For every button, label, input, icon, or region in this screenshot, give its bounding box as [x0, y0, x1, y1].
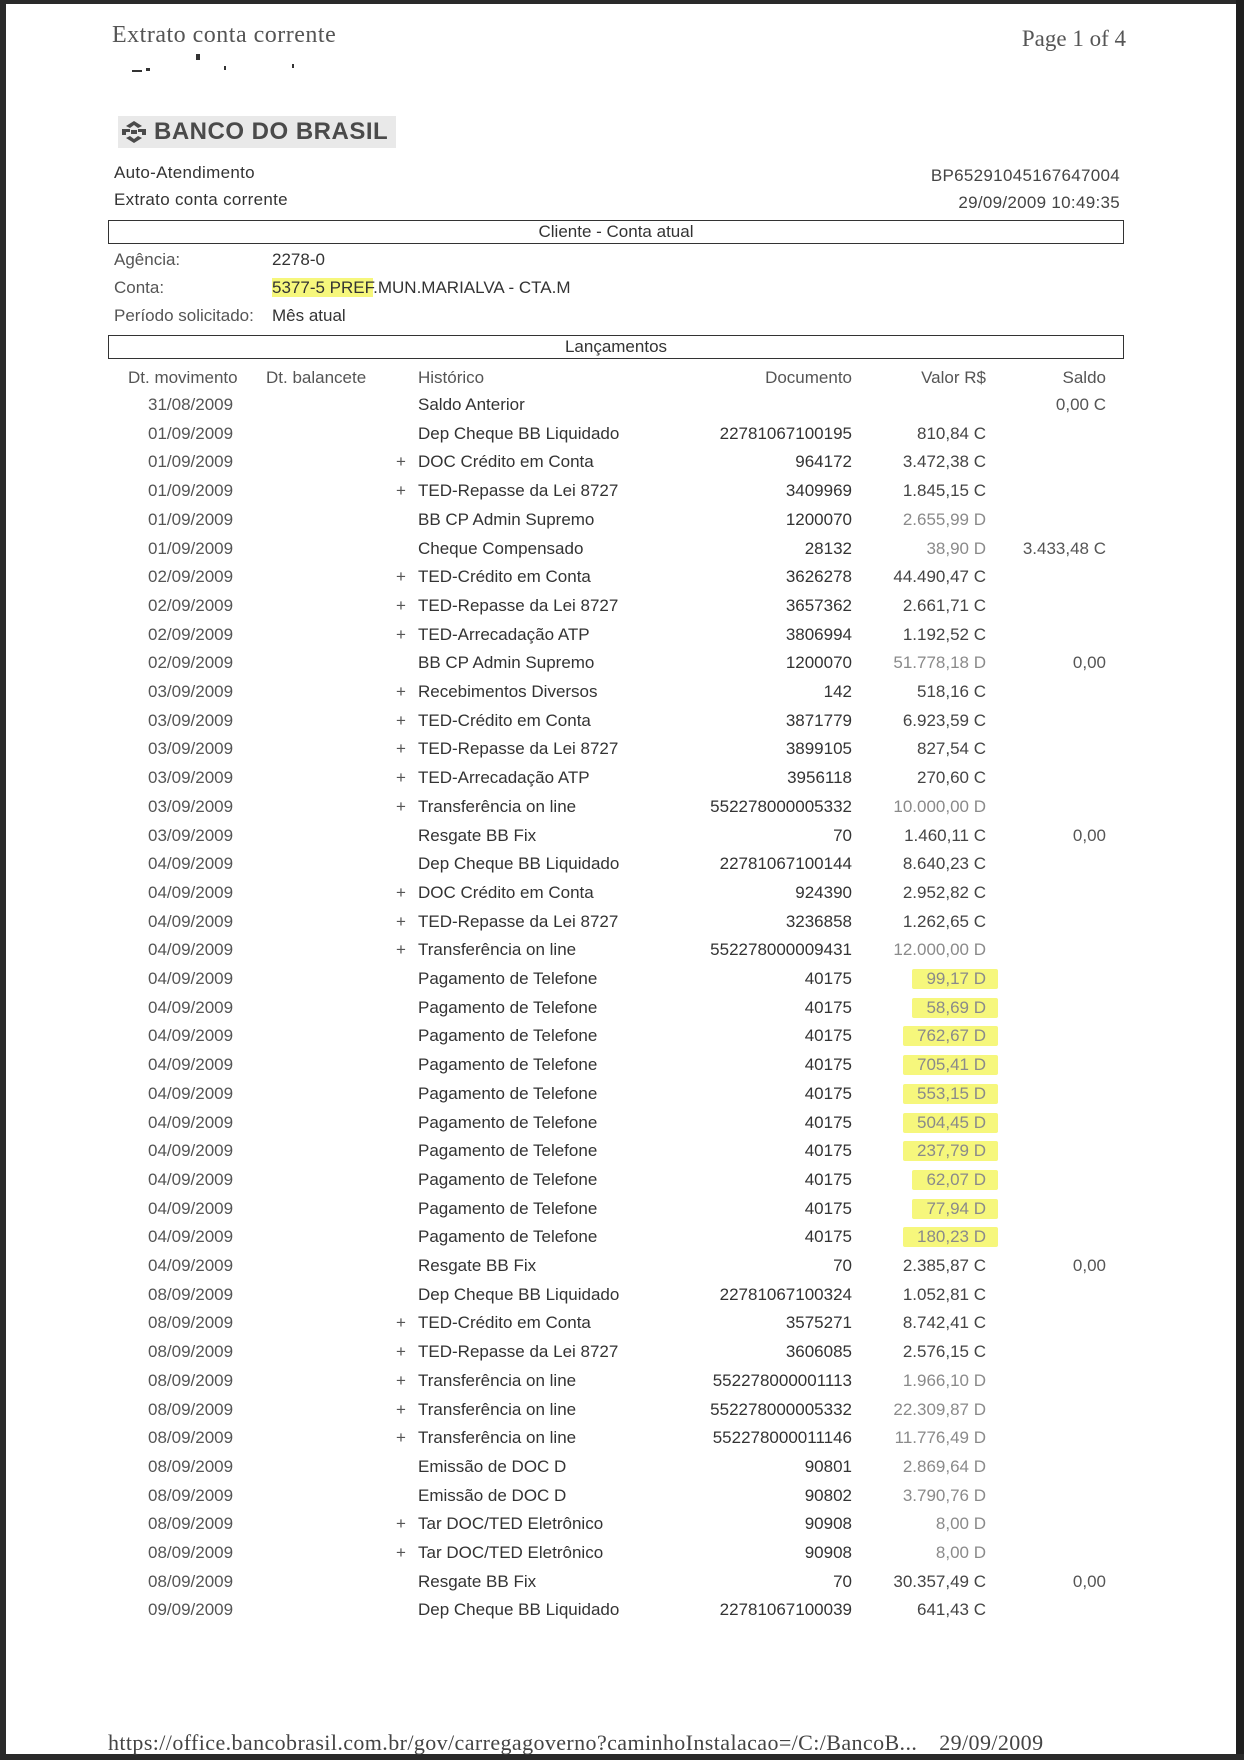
cell-dt-movimento: 04/09/2009: [148, 1083, 234, 1103]
cell-documento: 40175: [804, 1169, 852, 1189]
cell-historico: DOC Crédito em Conta: [418, 882, 594, 902]
cell-dt-movimento: 01/09/2009: [148, 423, 234, 443]
cell-valor: 1.845,15 C: [902, 481, 986, 501]
cell-documento: 964172: [795, 452, 852, 472]
cell-historico: Transferência on line: [418, 796, 577, 816]
table-row: [0, 596, 1244, 624]
cell-historico: TED-Repasse da Lei 8727: [418, 1342, 619, 1362]
conta-highlight: 5377-5 PREF: [272, 278, 374, 297]
lancamentos-section-bar: Lançamentos: [108, 335, 1124, 359]
cell-dt-movimento: 03/09/2009: [148, 739, 234, 759]
cell-valor: 827,54 C: [917, 739, 986, 759]
table-row: [0, 1026, 1244, 1054]
col-valor: Valor R$: [921, 368, 986, 387]
cell-historico: TED-Repasse da Lei 8727: [418, 481, 619, 501]
cell-historico: Pagamento de Telefone: [418, 1141, 598, 1161]
cell-plus-marker: +: [396, 911, 406, 931]
cell-dt-movimento: 04/09/2009: [148, 1141, 234, 1161]
cell-dt-movimento: 02/09/2009: [148, 567, 234, 587]
cell-documento: 552278000011146: [712, 1428, 852, 1448]
cell-documento: 90908: [804, 1543, 852, 1562]
conta-rest: .MUN.MARIALVA - CTA.M: [373, 278, 571, 297]
cell-documento: 40175: [804, 1198, 852, 1218]
cell-valor: 705,41 D: [903, 1055, 998, 1075]
cell-valor: 44.490,47 C: [893, 567, 986, 587]
cell-valor: 51.778,18 D: [893, 653, 986, 673]
cell-dt-movimento: 01/09/2009: [148, 509, 234, 529]
cell-valor: 180,23 D: [903, 1227, 998, 1247]
cell-documento: 3899105: [785, 739, 852, 759]
cell-documento: 90908: [804, 1514, 852, 1534]
cell-historico: Dep Cheque BB Liquidado: [418, 423, 620, 443]
cell-documento: 1200070: [785, 653, 852, 673]
cell-dt-movimento: 04/09/2009: [148, 911, 234, 931]
cell-valor: 1.052,81 C: [902, 1284, 986, 1304]
cell-documento: 22781067100039: [719, 1600, 852, 1620]
table-row: [0, 653, 1244, 681]
cell-documento: 552278000005332: [710, 1399, 852, 1419]
cell-plus-marker: +: [396, 1342, 406, 1362]
cell-documento: 22781067100144: [719, 854, 852, 874]
cell-historico: TED-Crédito em Conta: [418, 710, 591, 730]
cell-dt-movimento: 03/09/2009: [148, 768, 234, 788]
cell-dt-movimento: 31/08/2009: [148, 395, 234, 414]
col-documento: Documento: [765, 368, 852, 387]
cell-dt-movimento: 04/09/2009: [148, 1169, 234, 1189]
cell-dt-movimento: 08/09/2009: [148, 1284, 234, 1304]
print-footer: [108, 1730, 1043, 1756]
cell-historico: Cheque Compensado: [418, 538, 584, 558]
cell-documento: 40175: [804, 1227, 852, 1247]
cell-historico: TED-Repasse da Lei 8727: [418, 595, 619, 615]
service-label: Auto-Atendimento: [114, 163, 255, 182]
table-row: [0, 768, 1244, 796]
client-section-bar: Cliente - Conta atual: [108, 220, 1124, 244]
cell-valor: 11.776,49 D: [894, 1428, 986, 1448]
cell-plus-marker: +: [396, 595, 406, 615]
cell-documento: 3657362: [785, 595, 852, 615]
cell-documento: 28132: [804, 538, 852, 558]
col-dt-movimento: Dt. movimento: [128, 368, 238, 387]
cell-documento: 40175: [804, 1026, 852, 1046]
table-row: [0, 395, 1244, 423]
cell-dt-movimento: 01/09/2009: [148, 538, 234, 558]
table-row: [0, 1543, 1244, 1571]
cell-dt-movimento: 04/09/2009: [148, 1026, 234, 1046]
table-row: [0, 711, 1244, 739]
cell-valor: 8,00 D: [935, 1514, 986, 1534]
cell-dt-movimento: 04/09/2009: [148, 1198, 234, 1218]
cell-saldo: 0,00: [1072, 825, 1106, 845]
cell-valor: 2.385,87 C: [902, 1256, 986, 1275]
table-row: [0, 1227, 1244, 1255]
cell-valor: 58,69 D: [912, 998, 998, 1018]
periodo-value: Mês atual: [272, 306, 346, 325]
cell-dt-movimento: 08/09/2009: [148, 1514, 234, 1534]
cell-documento: 22781067100324: [719, 1284, 852, 1304]
cell-valor: 22.309,87 D: [893, 1399, 986, 1419]
cell-dt-movimento: 08/09/2009: [148, 1342, 234, 1362]
cell-valor: 10.000,00 D: [893, 796, 986, 816]
table-row: [0, 912, 1244, 940]
cell-valor: 62,07 D: [912, 1170, 998, 1190]
cell-dt-movimento: 03/09/2009: [148, 682, 234, 701]
table-row: [0, 797, 1244, 825]
table-row: [0, 510, 1244, 538]
table-row: [0, 1400, 1244, 1428]
cell-documento: 70: [833, 1256, 852, 1275]
statement-label: Extrato conta corrente: [114, 190, 288, 209]
cell-historico: Dep Cheque BB Liquidado: [418, 854, 620, 874]
cell-plus-marker: +: [396, 682, 406, 701]
cell-valor: 270,60 C: [917, 768, 986, 788]
cell-valor: 38,90 D: [926, 538, 986, 558]
conta-label: Conta:: [114, 278, 165, 297]
cell-valor: 641,43 C: [917, 1600, 986, 1620]
cell-historico: TED-Arrecadação ATP: [418, 768, 590, 788]
cell-documento: 1200070: [785, 509, 852, 529]
bb-logo-icon: [120, 120, 148, 144]
cell-historico: Transferência on line: [418, 1428, 577, 1448]
cell-historico: Pagamento de Telefone: [418, 1055, 598, 1075]
cell-documento: 40175: [804, 1055, 852, 1075]
table-row: [0, 1113, 1244, 1141]
cell-dt-movimento: 03/09/2009: [148, 710, 234, 730]
cell-historico: Emissão de DOC D: [418, 1485, 567, 1505]
cell-historico: Resgate BB Fix: [418, 825, 537, 845]
cell-valor: 8,00 D: [935, 1543, 986, 1562]
cell-historico: TED-Repasse da Lei 8727: [418, 911, 619, 931]
document-title: Extrato conta corrente: [112, 22, 337, 48]
cell-valor: 504,45 D: [903, 1113, 998, 1133]
cell-historico: Emissão de DOC D: [418, 1456, 567, 1476]
cell-dt-movimento: 08/09/2009: [148, 1543, 234, 1562]
cell-historico: DOC Crédito em Conta: [418, 452, 594, 472]
cell-valor: 1.966,10 D: [902, 1370, 986, 1390]
cell-valor: 3.790,76 D: [902, 1485, 986, 1505]
cell-documento: 40175: [804, 1083, 852, 1103]
cell-dt-movimento: 02/09/2009: [148, 595, 234, 615]
cell-documento: 924390: [795, 882, 852, 902]
cell-valor: 12.000,00 D: [893, 940, 986, 960]
table-row: [0, 1514, 1244, 1542]
table-row: [0, 1600, 1244, 1628]
table-row: [0, 481, 1244, 509]
col-saldo: Saldo: [1062, 368, 1106, 387]
cell-dt-movimento: 01/09/2009: [148, 452, 234, 472]
agencia-value: 2278-0: [272, 250, 325, 269]
cell-saldo: 0,00 C: [1055, 395, 1106, 414]
cell-historico: Pagamento de Telefone: [418, 1083, 598, 1103]
cell-historico: BB CP Admin Supremo: [418, 653, 595, 673]
cell-documento: 3806994: [785, 624, 852, 644]
cell-historico: TED-Arrecadação ATP: [418, 624, 590, 644]
cell-documento: 90801: [804, 1456, 852, 1476]
bank-logo: [118, 116, 396, 148]
cell-historico: TED-Repasse da Lei 8727: [418, 739, 619, 759]
cell-historico: Tar DOC/TED Eletrônico: [418, 1543, 604, 1562]
cell-dt-movimento: 02/09/2009: [148, 653, 234, 673]
cell-historico: Saldo Anterior: [418, 395, 525, 414]
cell-valor: 2.869,64 D: [902, 1456, 986, 1476]
cell-plus-marker: +: [396, 1543, 406, 1562]
cell-valor: 30.357,49 C: [893, 1571, 986, 1591]
scan-border-top: [0, 0, 1244, 4]
cell-documento: 40175: [804, 1141, 852, 1161]
reference-code: BP65291045167647004: [930, 166, 1120, 185]
table-row: [0, 883, 1244, 911]
issue-datetime: 29/09/2009 10:49:35: [958, 193, 1120, 212]
table-row: [0, 567, 1244, 595]
scan-specks: [128, 50, 308, 80]
cell-dt-movimento: 02/09/2009: [148, 624, 234, 644]
cell-historico: TED-Crédito em Conta: [418, 567, 591, 587]
cell-documento: 552278000005332: [710, 796, 852, 816]
cell-plus-marker: +: [396, 882, 406, 902]
cell-dt-movimento: 01/09/2009: [148, 481, 234, 501]
table-row: [0, 1572, 1244, 1600]
cell-dt-movimento: 09/09/2009: [148, 1600, 234, 1620]
cell-historico: Pagamento de Telefone: [418, 1169, 598, 1189]
cell-dt-movimento: 04/09/2009: [148, 1256, 234, 1275]
cell-documento: 3409969: [785, 481, 852, 501]
cell-dt-movimento: 08/09/2009: [148, 1313, 234, 1333]
cell-historico: Tar DOC/TED Eletrônico: [418, 1514, 604, 1534]
cell-documento: 40175: [804, 969, 852, 988]
table-row: [0, 1285, 1244, 1313]
page-indicator: Page 1 of 4: [1021, 26, 1126, 51]
table-row: [0, 539, 1244, 567]
cell-documento: 70: [833, 825, 852, 845]
cell-historico: Transferência on line: [418, 1399, 577, 1419]
table-row: [0, 1313, 1244, 1341]
table-row: [0, 1457, 1244, 1485]
col-historico: Histórico: [418, 368, 485, 387]
cell-dt-movimento: 04/09/2009: [148, 997, 234, 1017]
table-row: [0, 739, 1244, 767]
cell-documento: 40175: [804, 1112, 852, 1132]
table-row: [0, 854, 1244, 882]
table-row: [0, 1256, 1244, 1284]
table-row: [0, 998, 1244, 1026]
cell-historico: BB CP Admin Supremo: [418, 509, 595, 529]
cell-valor: 99,17 D: [912, 969, 998, 989]
cell-valor: 518,16 C: [917, 682, 986, 701]
table-row: [0, 682, 1244, 710]
table-row: [0, 1141, 1244, 1169]
cell-valor: 2.576,15 C: [902, 1342, 986, 1362]
cell-saldo: 3.433,48 C: [1022, 538, 1106, 558]
cell-valor: 553,15 D: [903, 1084, 998, 1104]
table-row: [0, 969, 1244, 997]
cell-historico: Pagamento de Telefone: [418, 1026, 598, 1046]
cell-valor: 6.923,59 C: [902, 710, 986, 730]
cell-historico: Resgate BB Fix: [418, 1256, 537, 1275]
table-row: [0, 1055, 1244, 1083]
cell-plus-marker: +: [396, 768, 406, 788]
cell-historico: Dep Cheque BB Liquidado: [418, 1600, 620, 1620]
footer-url: https://office.bancobrasil.com.br/gov/carregagoverno?caminhoInstalacao=/C:/BancoB...: [108, 1730, 918, 1755]
cell-plus-marker: +: [396, 940, 406, 960]
cell-dt-movimento: 04/09/2009: [148, 1112, 234, 1132]
cell-historico: Transferência on line: [418, 940, 577, 960]
cell-dt-movimento: 08/09/2009: [148, 1571, 234, 1591]
cell-documento: 552278000009431: [710, 940, 852, 960]
cell-plus-marker: +: [396, 567, 406, 587]
cell-plus-marker: +: [396, 624, 406, 644]
cell-documento: 3606085: [785, 1342, 852, 1362]
cell-historico: Pagamento de Telefone: [418, 1112, 598, 1132]
table-row: [0, 940, 1244, 968]
cell-plus-marker: +: [396, 710, 406, 730]
cell-saldo: 0,00: [1072, 1256, 1106, 1275]
cell-historico: Dep Cheque BB Liquidado: [418, 1284, 620, 1304]
cell-historico: Resgate BB Fix: [418, 1571, 537, 1591]
cell-documento: 552278000001113: [712, 1370, 852, 1390]
cell-valor: 762,67 D: [903, 1026, 998, 1046]
cell-plus-marker: +: [396, 452, 406, 472]
table-row: [0, 1486, 1244, 1514]
cell-valor: 1.460,11 C: [904, 825, 986, 845]
cell-plus-marker: +: [396, 1514, 406, 1534]
table-row: [0, 1342, 1244, 1370]
cell-dt-movimento: 08/09/2009: [148, 1370, 234, 1390]
cell-plus-marker: +: [396, 1313, 406, 1333]
cell-historico: Pagamento de Telefone: [418, 1198, 598, 1218]
cell-dt-movimento: 08/09/2009: [148, 1485, 234, 1505]
table-row: [0, 452, 1244, 480]
table-row: [0, 1428, 1244, 1456]
table-row: [0, 1199, 1244, 1227]
cell-documento: 40175: [804, 997, 852, 1017]
table-row: [0, 1371, 1244, 1399]
cell-historico: TED-Crédito em Conta: [418, 1313, 591, 1333]
cell-documento: 3956118: [787, 768, 852, 788]
cell-dt-movimento: 04/09/2009: [148, 882, 234, 902]
cell-valor: 237,79 D: [903, 1141, 998, 1161]
cell-historico: Recebimentos Diversos: [418, 682, 598, 701]
cell-plus-marker: +: [396, 739, 406, 759]
cell-dt-movimento: 04/09/2009: [148, 1227, 234, 1247]
cell-documento: 142: [823, 682, 852, 701]
cell-valor: 2.655,99 D: [902, 509, 986, 529]
cell-dt-movimento: 03/09/2009: [148, 825, 234, 845]
cell-valor: 810,84 C: [917, 423, 986, 443]
bank-name: BANCO DO BRASIL: [154, 118, 389, 145]
col-dt-balancete: Dt. balancete: [266, 368, 367, 387]
cell-historico: Pagamento de Telefone: [418, 1227, 598, 1247]
cell-dt-movimento: 04/09/2009: [148, 1055, 234, 1075]
cell-dt-movimento: 04/09/2009: [148, 854, 234, 874]
cell-dt-movimento: 04/09/2009: [148, 940, 234, 960]
table-row: [0, 1084, 1244, 1112]
cell-valor: 3.472,38 C: [902, 452, 986, 472]
cell-valor: 1.192,52 C: [902, 624, 986, 644]
cell-saldo: 0,00: [1072, 1571, 1106, 1591]
cell-valor: 2.661,71 C: [902, 595, 986, 615]
cell-valor: 8.742,41 C: [902, 1313, 986, 1333]
cell-historico: Transferência on line: [418, 1370, 577, 1390]
cell-plus-marker: +: [396, 481, 406, 501]
conta-value: [272, 278, 571, 298]
cell-dt-movimento: 04/09/2009: [148, 969, 234, 988]
cell-documento: 22781067100195: [719, 423, 852, 443]
cell-documento: 3871779: [785, 710, 852, 730]
cell-dt-movimento: 03/09/2009: [148, 796, 234, 816]
cell-saldo: 0,00: [1072, 653, 1106, 673]
table-row: [0, 826, 1244, 854]
cell-documento: 3575271: [785, 1313, 852, 1333]
cell-dt-movimento: 08/09/2009: [148, 1456, 234, 1476]
cell-historico: Pagamento de Telefone: [418, 997, 598, 1017]
cell-plus-marker: +: [396, 1370, 406, 1390]
cell-documento: 3236858: [785, 911, 852, 931]
cell-valor: 8.640,23 C: [902, 854, 986, 874]
cell-dt-movimento: 08/09/2009: [148, 1399, 234, 1419]
cell-plus-marker: +: [396, 1399, 406, 1419]
cell-valor: 77,94 D: [912, 1199, 998, 1219]
cell-historico: Pagamento de Telefone: [418, 969, 598, 988]
agencia-label: Agência:: [114, 250, 181, 269]
table-row: [0, 424, 1244, 452]
cell-dt-movimento: 08/09/2009: [148, 1428, 234, 1448]
table-row: [0, 625, 1244, 653]
table-row: [0, 1170, 1244, 1198]
cell-plus-marker: +: [396, 796, 406, 816]
cell-valor: 2.952,82 C: [902, 882, 986, 902]
footer-date: 29/09/2009: [939, 1730, 1044, 1755]
cell-valor: 1.262,65 C: [902, 911, 986, 931]
periodo-label: Período solicitado:: [114, 306, 254, 325]
cell-documento: 3626278: [785, 567, 852, 587]
cell-documento: 70: [833, 1571, 852, 1591]
cell-documento: 90802: [804, 1485, 852, 1505]
cell-plus-marker: +: [396, 1428, 406, 1448]
